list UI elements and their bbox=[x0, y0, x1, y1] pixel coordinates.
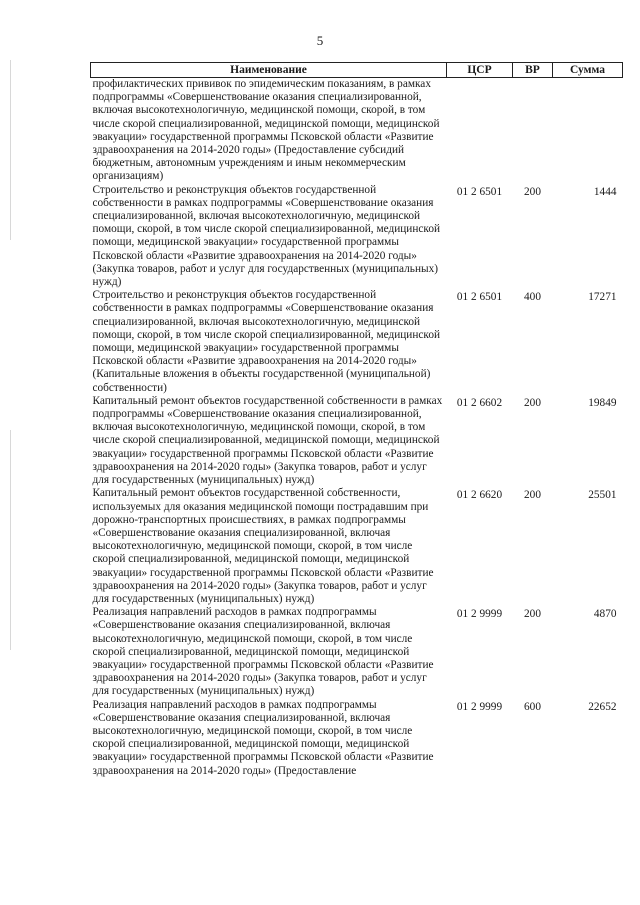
table-row bbox=[91, 289, 623, 395]
row-vr: 200 bbox=[524, 608, 541, 621]
row-sum: 17271 bbox=[588, 291, 617, 304]
table-row bbox=[91, 487, 623, 606]
table-row bbox=[91, 78, 623, 184]
row-csr: 01 2 6501 bbox=[456, 185, 503, 198]
table-row bbox=[91, 395, 623, 487]
table-row bbox=[91, 606, 623, 698]
row-sum: 4870 bbox=[593, 608, 617, 621]
row-vr: 200 bbox=[524, 185, 541, 198]
row-vr: 600 bbox=[524, 700, 541, 713]
row-vr: 200 bbox=[524, 396, 541, 409]
row-vr: 400 bbox=[524, 291, 541, 304]
header-sum: Сумма bbox=[553, 63, 623, 78]
scan-edge-mark bbox=[10, 430, 11, 650]
row-vr: 200 bbox=[524, 489, 541, 502]
row-csr: 01 2 9999 bbox=[456, 608, 503, 621]
row-name: Строительство и реконструкция объектов государственной собственности в рамках подпрограммы «Совершенствование оказания специализированной, включая высокотехнологичную, медицинской помощи, скорой, в том числе скорой специализированной, медицинской помощи, медицинской эвакуации» государственной программы Псковской области «Развитие здравоохранения на 2014-2020 годы» (Закупка товаров, работ и услуг для государственных (муниципальных) нужд) bbox=[92, 183, 441, 289]
row-name: Капитальный ремонт объектов государственной собственности, используемых для оказания медицинской помощи пострадавшим при дорожно-транспортных происшествиях, в рамках подпрограммы «Совершенствование оказания специализированной, включая высокотехнологичную, медицинской помощи, скорой, в том числе скорой специализированной, медицинской помощи, медицинской эвакуации» государственной программы Псковской области «Развитие здравоохранения на 2014-2020 годы» (Закупка товаров, работ и услуг для государственных (муниципальных) нужд) bbox=[92, 487, 434, 605]
row-name: профилактических прививок по эпидемическим показаниям, в рамках подпрограммы «Совершенствование оказания специализированной, включая высокотехнологичную, медицинской помощи, скорой, в том числе скорой специализированной, медицинской помощи, медицинской эвакуации» государственной программы Псковской области «Развитие здравоохранения на 2014-2020 годы» (Предоставление субсидий бюджетным, автономным учреждениям и иным некоммерческим организациям) bbox=[92, 78, 440, 183]
header-vr: ВР bbox=[513, 63, 553, 78]
row-csr: 01 2 9999 bbox=[456, 700, 503, 713]
row-sum: 1444 bbox=[593, 185, 617, 198]
row-vr bbox=[513, 78, 553, 184]
header-name: Наименование bbox=[91, 63, 447, 78]
row-sum: 25501 bbox=[588, 489, 617, 502]
row-name: Реализация направлений расходов в рамках подпрограммы «Совершенствование оказания специализированной, включая высокотехнологичную, медицинской помощи, скорой, в том числе скорой специализированной, медицинской помощи, медицинской эвакуации» государственной программы Псковской области «Развитие здравоохранения на 2014-2020 годы» (Предоставление bbox=[92, 698, 434, 777]
page-number: 5 bbox=[316, 33, 324, 48]
row-name: Строительство и реконструкция объектов государственной собственности в рамках подпрограммы «Совершенствование оказания специализированной, включая высокотехнологичную, медицинской помощи, скорой, в том числе скорой специализированной, медицинской помощи, медицинской эвакуации» государственной программы Псковской области «Развитие здравоохранения на 2014-2020 годы» (Капитальные вложения в объекты государственной (муниципальной) собственности) bbox=[92, 289, 441, 394]
row-sum: 22652 bbox=[588, 700, 617, 713]
row-csr bbox=[447, 78, 513, 184]
row-name: Капитальный ремонт объектов государственной собственности в рамках подпрограммы «Совершенствование оказания специализированной, включая высокотехнологичную, медицинской помощи, скорой, в том числе скорой специализированной, медицинской помощи, медицинской эвакуации» государственной программы Псковской области «Развитие здравоохранения на 2014-2020 годы» (Закупка товаров, работ и услуг для государственных (муниципальных) нужд) bbox=[92, 394, 443, 487]
header-csr: ЦСР bbox=[447, 63, 513, 78]
budget-table bbox=[90, 62, 623, 778]
table-header-row bbox=[91, 63, 623, 78]
row-csr: 01 2 6501 bbox=[456, 291, 503, 304]
row-csr: 01 2 6602 bbox=[456, 396, 503, 409]
scan-edge-mark bbox=[10, 60, 11, 240]
row-csr: 01 2 6620 bbox=[456, 489, 503, 502]
row-name: Реализация направлений расходов в рамках подпрограммы «Совершенствование оказания специализированной, включая высокотехнологичную, медицинской помощи, скорой, в том числе скорой специализированной, медицинской помощи, медицинской эвакуации» государственной программы Псковской области «Развитие здравоохранения на 2014-2020 годы» (Закупка товаров, работ и услуг для государственных (муниципальных) нужд) bbox=[92, 606, 434, 698]
row-sum bbox=[553, 78, 623, 184]
table-row bbox=[91, 184, 623, 290]
row-sum: 19849 bbox=[588, 396, 617, 409]
table-row bbox=[91, 699, 623, 778]
